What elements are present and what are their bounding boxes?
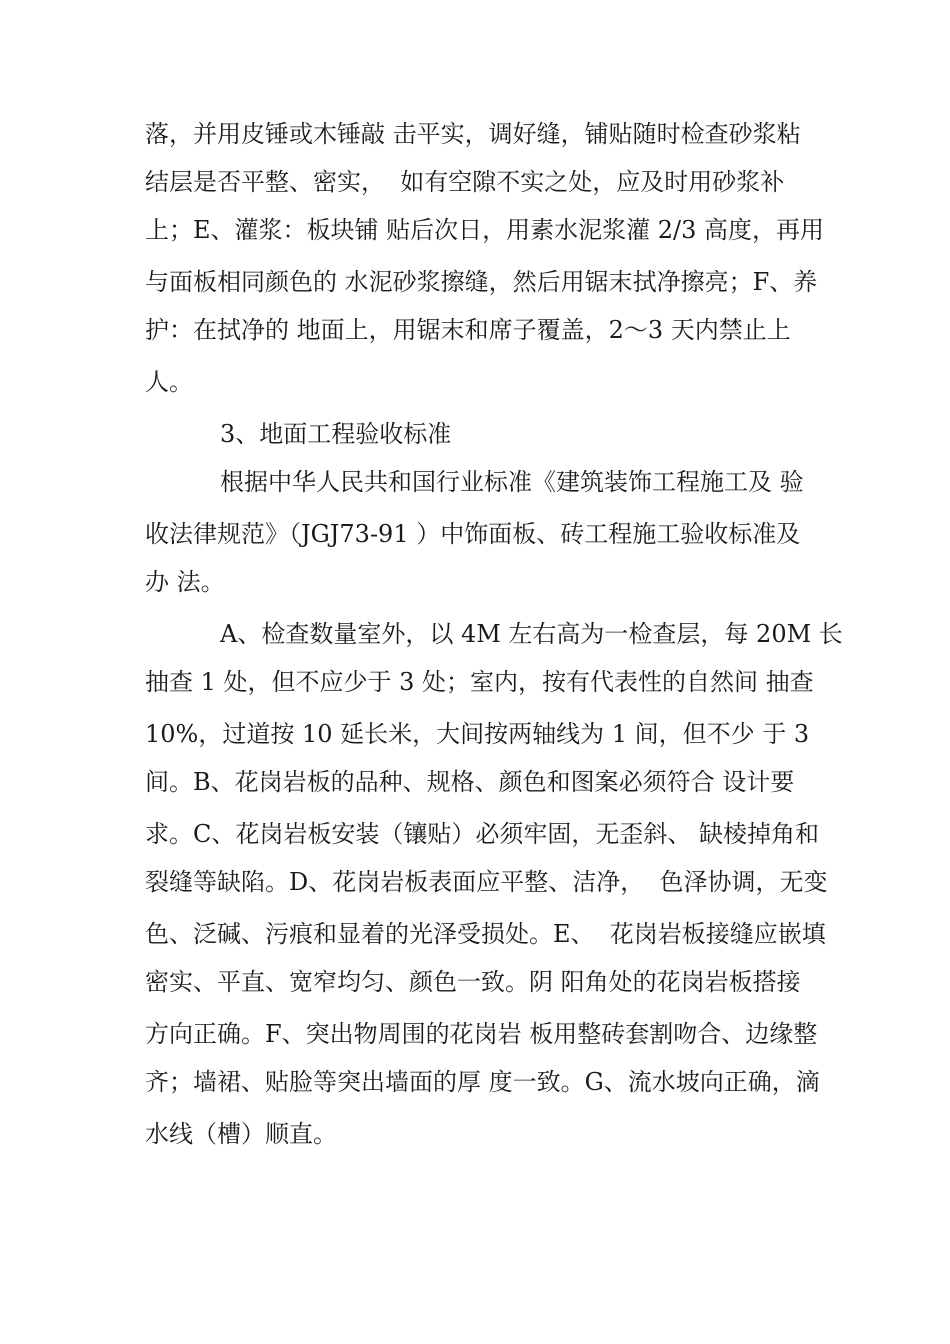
text-line: 色、泛碱、污痕和显着的光泽受损处。E、 花岗岩板接缝应嵌填 xyxy=(145,920,826,948)
text-line: 落，并用皮锤或木锤敲 击平实，调好缝，铺贴随时检查砂浆粘 xyxy=(145,120,801,148)
text-line: 结层是否平整、密实， 如有空隙不实之处，应及时用砂浆补 xyxy=(145,168,785,196)
text-line: 方向正确。F、突出物周围的花岗岩 板用整砖套割吻合、边缘整 xyxy=(145,1020,818,1048)
text-line: 办 法。 xyxy=(145,568,225,596)
text-line: 与面板相同颜色的 水泥砂浆擦缝，然后用锯末拭净擦亮；F、养 xyxy=(145,268,818,296)
text-line: 密实、平直、宽窄均匀、颜色一致。阴 阳角处的花岗岩板搭接 xyxy=(145,968,801,996)
text-line: A、检查数量室外，以 4M 左右高为一检查层，每 20M 长 xyxy=(220,620,843,648)
text-line: 人。 xyxy=(145,368,193,396)
text-line: 收法律规范》（JGJ73-91 ）中饰面板、砖工程施工验收标准及 xyxy=(145,520,801,548)
text-line: 根据中华人民共和国行业标准《建筑装饰工程施工及 验 xyxy=(220,468,804,496)
text-line: 10%，过道按 10 延长米，大间按两轴线为 1 间，但不少 于 3 xyxy=(145,720,810,748)
text-line: 上；E、灌浆：板块铺 贴后次日，用素水泥浆灌 2/3 高度，再用 xyxy=(145,216,825,244)
text-line: 水线（槽）顺直。 xyxy=(145,1120,337,1148)
text-line: 裂缝等缺陷。D、花岗岩板表面应平整、洁净， 色泽协调，无变 xyxy=(145,868,828,896)
text-line: 间。B、花岗岩板的品种、规格、颜色和图案必须符合 设计要 xyxy=(145,768,795,796)
section-heading: 3、地面工程验收标准 xyxy=(220,420,452,448)
text-line: 齐；墙裙、贴脸等突出墙面的厚 度一致。G、流水坡向正确，滴 xyxy=(145,1068,820,1096)
text-line: 求。C、花岗岩板安装（镶贴）必须牢固，无歪斜、 缺棱掉角和 xyxy=(145,820,819,848)
text-line: 抽查 1 处，但不应少于 3 处；室内，按有代表性的自然间 抽查 xyxy=(145,668,814,696)
text-line: 护：在拭净的 地面上，用锯末和席子覆盖，2〜3 天内禁止上 xyxy=(145,316,791,344)
